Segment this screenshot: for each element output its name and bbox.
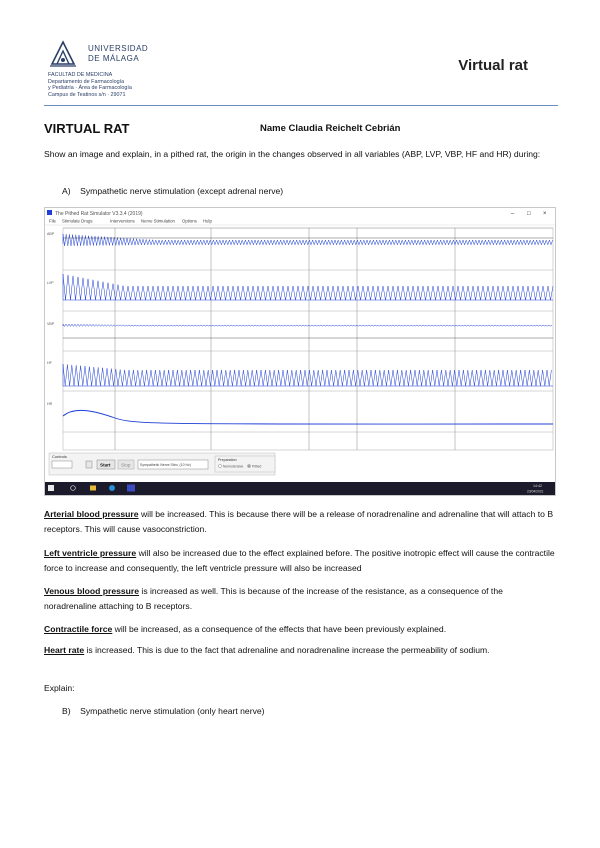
- taskbar-date: 23/04/2021: [527, 489, 544, 494]
- taskbar-time: 14:42: [533, 484, 542, 488]
- channel-label-vbp: VBP: [47, 322, 55, 326]
- start-menu-icon[interactable]: [48, 485, 54, 491]
- paragraph-lvp: Left ventricle pressure will also be increased due to the effect explained before. The positive inotropic effect will cause the contractile force to increase and consequently, the left ventricle pressure will also be increased: [44, 548, 555, 573]
- stop-button-label: Stop: [121, 462, 131, 468]
- student-name: Name Claudia Reichelt Cebrián: [260, 123, 401, 134]
- paragraph-abp: Arterial blood pressure will be increased. This is because there will be a release of noradrenaline and adrenaline that will attach to B receptors. This will cause vasoconstriction.: [44, 509, 554, 534]
- simulator-window: [45, 208, 555, 495]
- menu-file[interactable]: File: [49, 218, 56, 224]
- menu-stimulate-drugs[interactable]: Stimulate Drugs: [62, 218, 93, 224]
- page-heading: VIRTUAL RAT: [44, 121, 130, 136]
- pithed-radio-dot: [248, 465, 250, 467]
- preparation-label: Preparation: [218, 458, 237, 462]
- document-title: Virtual rat: [458, 57, 528, 74]
- menu-options[interactable]: Options: [182, 218, 197, 224]
- status-text: Sympathetic Nerve Stim. (10 Hz): [140, 463, 191, 467]
- step-button[interactable]: [86, 461, 92, 468]
- explain-label: Explain:: [44, 683, 75, 693]
- menu-interventions[interactable]: Interventions: [110, 218, 135, 224]
- channel-label-abp: ABP: [47, 232, 55, 236]
- start-button-label: Start: [100, 462, 111, 468]
- chart-area: [63, 228, 553, 450]
- normotensive-radio-label: Normotensive: [223, 464, 244, 469]
- term-abp: Arterial blood pressure: [44, 509, 139, 519]
- university-name: UNIVERSIDAD DE MÁLAGA: [88, 44, 149, 63]
- speed-select[interactable]: [52, 461, 72, 468]
- taskbar: [45, 482, 555, 495]
- university-logo: [48, 38, 188, 100]
- app-icon: [47, 210, 52, 215]
- term-hf: Contractile force: [44, 624, 113, 634]
- paragraph-hf: Contractile force will be increased, as a consequence of the effects that have been previously explained.: [44, 624, 447, 634]
- channel-label-hr: HR: [47, 402, 53, 406]
- close-button[interactable]: ×: [543, 211, 547, 217]
- simulator-screenshot: [44, 207, 556, 496]
- channel-label-hf: HF: [47, 361, 52, 365]
- taskbar-folder-icon[interactable]: [90, 486, 96, 491]
- term-vbp: Venous blood pressure: [44, 586, 140, 596]
- faculty-name: FACULTAD DE MEDICINA Departamento de Farmacología y Pediatría · Área de Farmacología Campus de Teatinos s/n · 29071: [48, 72, 132, 98]
- taskbar-simulator-icon[interactable]: [127, 485, 135, 492]
- item-a: A) Sympathetic nerve stimulation (except adrenal nerve): [62, 186, 284, 196]
- question-intro: Show an image and explain, in a pithed rat, the origin in the changes observed in all variables (ABP, LVP, VBP, HF and HR) during:: [44, 149, 541, 159]
- minimize-button[interactable]: –: [511, 211, 515, 217]
- header-divider: [44, 105, 558, 106]
- channel-label-lvp: LVP: [47, 281, 54, 285]
- paragraph-vbp: Venous blood pressure is increased as well. This is because of the increase of the resistance, as a consequence of the noradrenaline attaching to B receptors.: [44, 586, 503, 611]
- taskbar-browser-icon[interactable]: [109, 485, 115, 491]
- menu-nerve-stimulation[interactable]: Nerve Stimulation: [141, 218, 175, 224]
- item-b: B) Sympathetic nerve stimulation (only heart nerve): [62, 706, 265, 716]
- pithed-radio-label: Pithed: [252, 464, 262, 469]
- normotensive-radio[interactable]: [218, 464, 221, 467]
- controls-label: Controls: [52, 454, 67, 459]
- menu-help[interactable]: Help: [203, 218, 212, 224]
- university-seal-icon: [48, 38, 78, 68]
- maximize-button[interactable]: □: [527, 211, 531, 217]
- paragraph-hr: Heart rate is increased. This is due to the fact that adrenaline and noradrenaline increase the permeability of sodium.: [44, 645, 490, 655]
- window-title: The Pithed Rat Simulator V3.3.4 (2019): [55, 211, 143, 217]
- term-hr: Heart rate: [44, 645, 85, 655]
- term-lvp: Left ventricle pressure: [44, 548, 137, 558]
